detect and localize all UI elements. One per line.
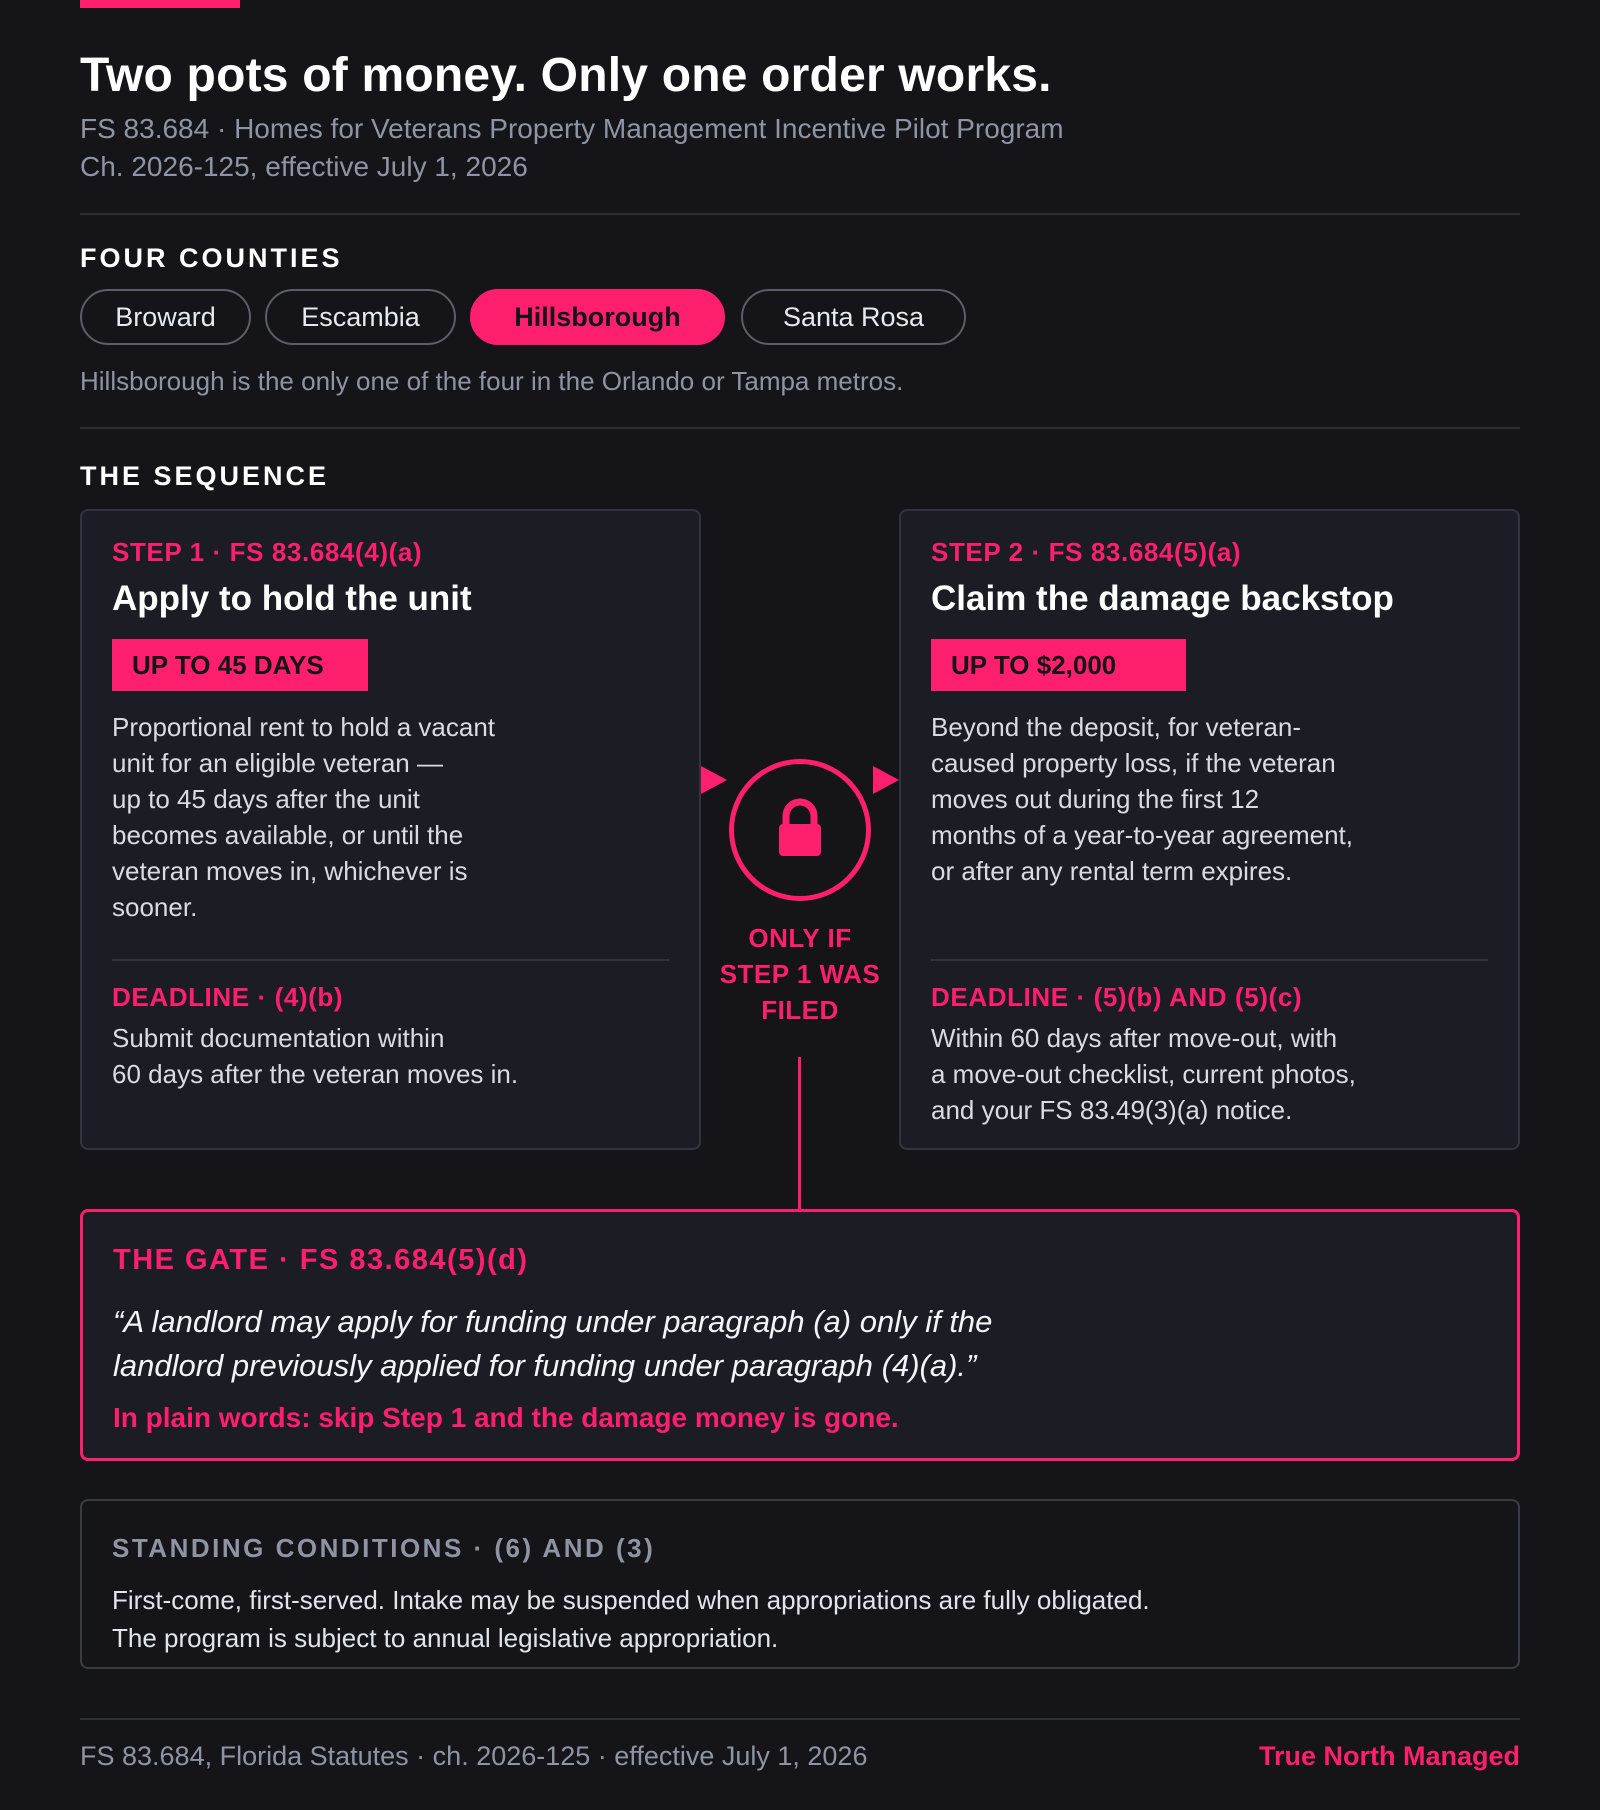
- county-pill-escambia[interactable]: Escambia: [265, 289, 456, 345]
- standing-conditions-box: [80, 1499, 1520, 1669]
- divider: [80, 213, 1520, 215]
- connector-condition-line: ONLY IF: [748, 923, 852, 953]
- standing-line: The program is subject to annual legislative appropriation.: [112, 1623, 779, 1653]
- county-pill-broward[interactable]: Broward: [80, 289, 251, 345]
- step1-deadline-label: DEADLINE · (4)(b): [112, 982, 344, 1012]
- step1-kicker: STEP 1 · FS 83.684(4)(a): [112, 537, 423, 567]
- step1-card: [80, 509, 701, 1150]
- lock-icon: [734, 764, 866, 896]
- step1-body-line: becomes available, or until the: [112, 820, 464, 850]
- divider: [80, 1718, 1520, 1720]
- arrow-right-icon: [873, 766, 899, 794]
- step1-body-line: unit for an eligible veteran —: [112, 748, 443, 778]
- step2-deadline-label: DEADLINE · (5)(b) AND (5)(c): [931, 982, 1303, 1012]
- step2-deadline-line: Within 60 days after move-out, with: [931, 1023, 1338, 1053]
- step2-body-line: moves out during the first 12: [931, 784, 1260, 814]
- gate-quote-line: landlord previously applied for funding under paragraph (4)(a).”: [113, 1348, 977, 1383]
- step2-card: [899, 509, 1520, 1150]
- counties-note: Hillsborough is the only one of the four in the Orlando or Tampa metros.: [80, 366, 904, 396]
- accent-bar: [80, 0, 240, 8]
- step2-deadline-text: [931, 1020, 1488, 1128]
- divider: [80, 427, 1520, 429]
- step1-body-line: veteran moves in, whichever is: [112, 856, 468, 886]
- step1-body-line: up to 45 days after the unit: [112, 784, 420, 814]
- connector-condition-line: STEP 1 WAS: [719, 959, 881, 989]
- step2-body: [931, 709, 1488, 889]
- gate-box: [80, 1209, 1520, 1461]
- step2-deadline-line: and your FS 83.49(3)(a) notice.: [931, 1095, 1293, 1125]
- step1-body-line: Proportional rent to hold a vacant: [112, 712, 496, 742]
- footer-brand[interactable]: True North Managed: [1258, 1741, 1520, 1771]
- gate-connector-line: [798, 1057, 801, 1209]
- step1-body: [112, 709, 669, 925]
- step2-title: Claim the damage backstop: [931, 579, 1394, 618]
- step1-body-line: sooner.: [112, 892, 198, 922]
- step1-divider: [112, 959, 669, 961]
- step1-title: Apply to hold the unit: [112, 579, 472, 618]
- step2-body-line: Beyond the deposit, for veteran-: [931, 712, 1302, 742]
- footer-source: FS 83.684, Florida Statutes · ch. 2026-125 · effective July 1, 2026: [80, 1741, 868, 1771]
- step2-body-line: caused property loss, if the veteran: [931, 748, 1336, 778]
- gate-kicker: THE GATE · FS 83.684(5)(d): [113, 1244, 529, 1276]
- standing-kicker: STANDING CONDITIONS · (6) AND (3): [112, 1533, 656, 1563]
- county-pill-hillsborough[interactable]: Hillsborough: [470, 289, 725, 345]
- step2-divider: [931, 959, 1488, 961]
- sequence-label: THE SEQUENCE: [80, 461, 330, 491]
- gate-quote: [113, 1300, 992, 1388]
- step2-badge: UP TO $2,000: [931, 639, 1186, 691]
- step2-deadline-line: a move-out checklist, current photos,: [931, 1059, 1356, 1089]
- step2-body-line: months of a year-to-year agreement,: [931, 820, 1353, 850]
- step1-deadline-line: Submit documentation within: [112, 1023, 445, 1053]
- arrow-right-icon: [701, 766, 727, 794]
- step2-body-line: or after any rental term expires.: [931, 856, 1293, 886]
- gate-quote-line: “A landlord may apply for funding under paragraph (a) only if the: [113, 1304, 993, 1339]
- connector-condition: [700, 920, 900, 1028]
- step1-deadline-text: [112, 1020, 669, 1092]
- page-title: Two pots of money. Only one order works.: [80, 49, 1052, 102]
- county-pill-santa-rosa[interactable]: Santa Rosa: [741, 289, 966, 345]
- gate-plain-words: In plain words: skip Step 1 and the damage money is gone.: [113, 1402, 899, 1433]
- step1-badge: UP TO 45 DAYS: [112, 639, 368, 691]
- lock-circle: [729, 759, 871, 901]
- subtitle-statute: FS 83.684 · Homes for Veterans Property Management Incentive Pilot Program: [80, 113, 1064, 144]
- subtitle-chapter: Ch. 2026-125, effective July 1, 2026: [80, 151, 528, 182]
- step2-kicker: STEP 2 · FS 83.684(5)(a): [931, 537, 1242, 567]
- standing-line: First-come, first-served. Intake may be suspended when appropriations are fully obligated.: [112, 1585, 1150, 1615]
- standing-body: [112, 1581, 1150, 1657]
- connector-condition-line: FILED: [761, 995, 839, 1025]
- counties-label: FOUR COUNTIES: [80, 243, 343, 273]
- step1-deadline-line: 60 days after the veteran moves in.: [112, 1059, 519, 1089]
